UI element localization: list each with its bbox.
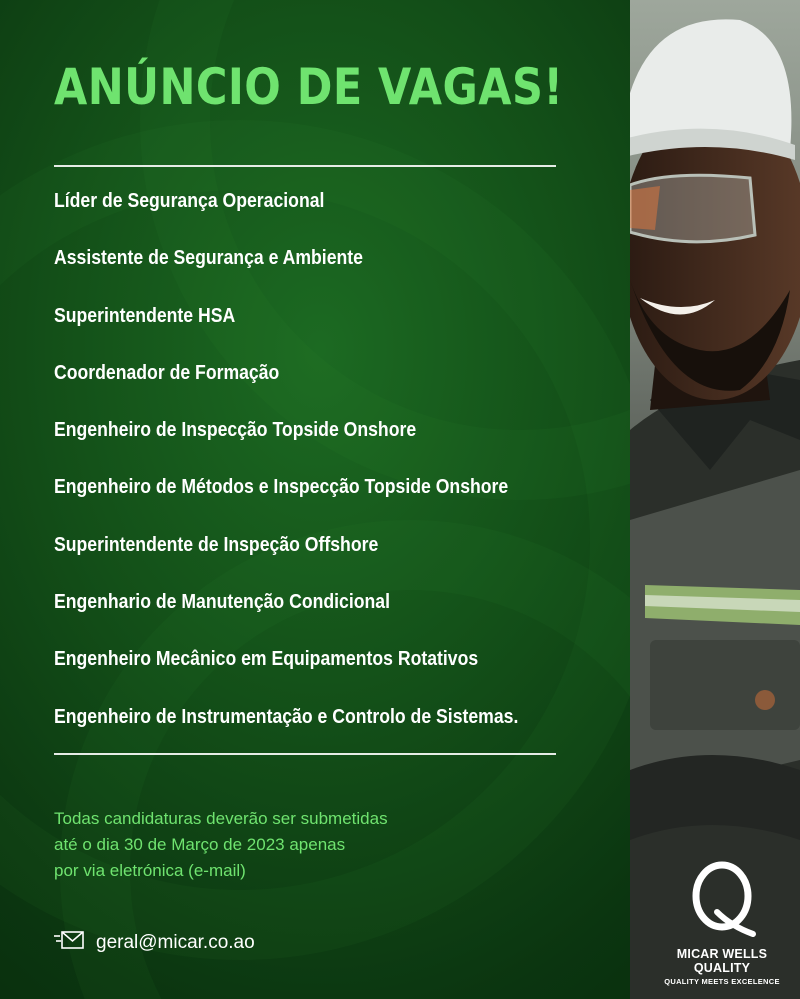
application-note [54, 806, 388, 884]
page-title: ANÚNCIO DE VAGAS! [54, 58, 564, 116]
bottom-divider [54, 753, 556, 755]
list-item: Assistente de Segurança e Ambiente [54, 246, 363, 270]
top-divider [54, 165, 556, 167]
list-item: Engenheiro de Inspecção Topside Onshore [54, 418, 417, 442]
list-item: Superintendente de Inspeção Offshore [54, 532, 379, 556]
contact-email[interactable] [54, 930, 255, 955]
list-item: Líder de Segurança Operacional [54, 189, 325, 212]
list-item: Superintendente HSA [54, 303, 236, 327]
logo-brand-name: MICAR WELLS QUALITY [676, 947, 768, 975]
worker-illustration [630, 0, 800, 999]
note-line: Todas candidaturas deverão ser submetidas [54, 809, 388, 828]
logo-tagline: QUALITY MEETS EXCELENCE [664, 977, 780, 986]
list-item: Engenheiro de Métodos e Inspecção Topside Onshore [54, 475, 509, 499]
email-link[interactable]: geral@micar.co.ao [96, 931, 255, 953]
envelope-icon [54, 930, 84, 955]
job-list [54, 183, 594, 756]
list-item: Coordenador de Formação [54, 360, 280, 384]
list-item: Engenheiro de Instrumentação e Controlo de Sistemas. [54, 704, 519, 728]
list-item: Engenheiro Mecânico em Equipamentos Rotativos [54, 647, 479, 671]
note-line: até o dia 30 de Março de 2023 apenas [54, 835, 346, 854]
q-logo-icon [687, 860, 757, 938]
note-line: por via eletrónica (e-mail) [54, 861, 246, 880]
company-logo [652, 860, 792, 986]
list-item: Engenhario de Manutenção Condicional [54, 590, 390, 614]
worker-photo [630, 0, 800, 999]
